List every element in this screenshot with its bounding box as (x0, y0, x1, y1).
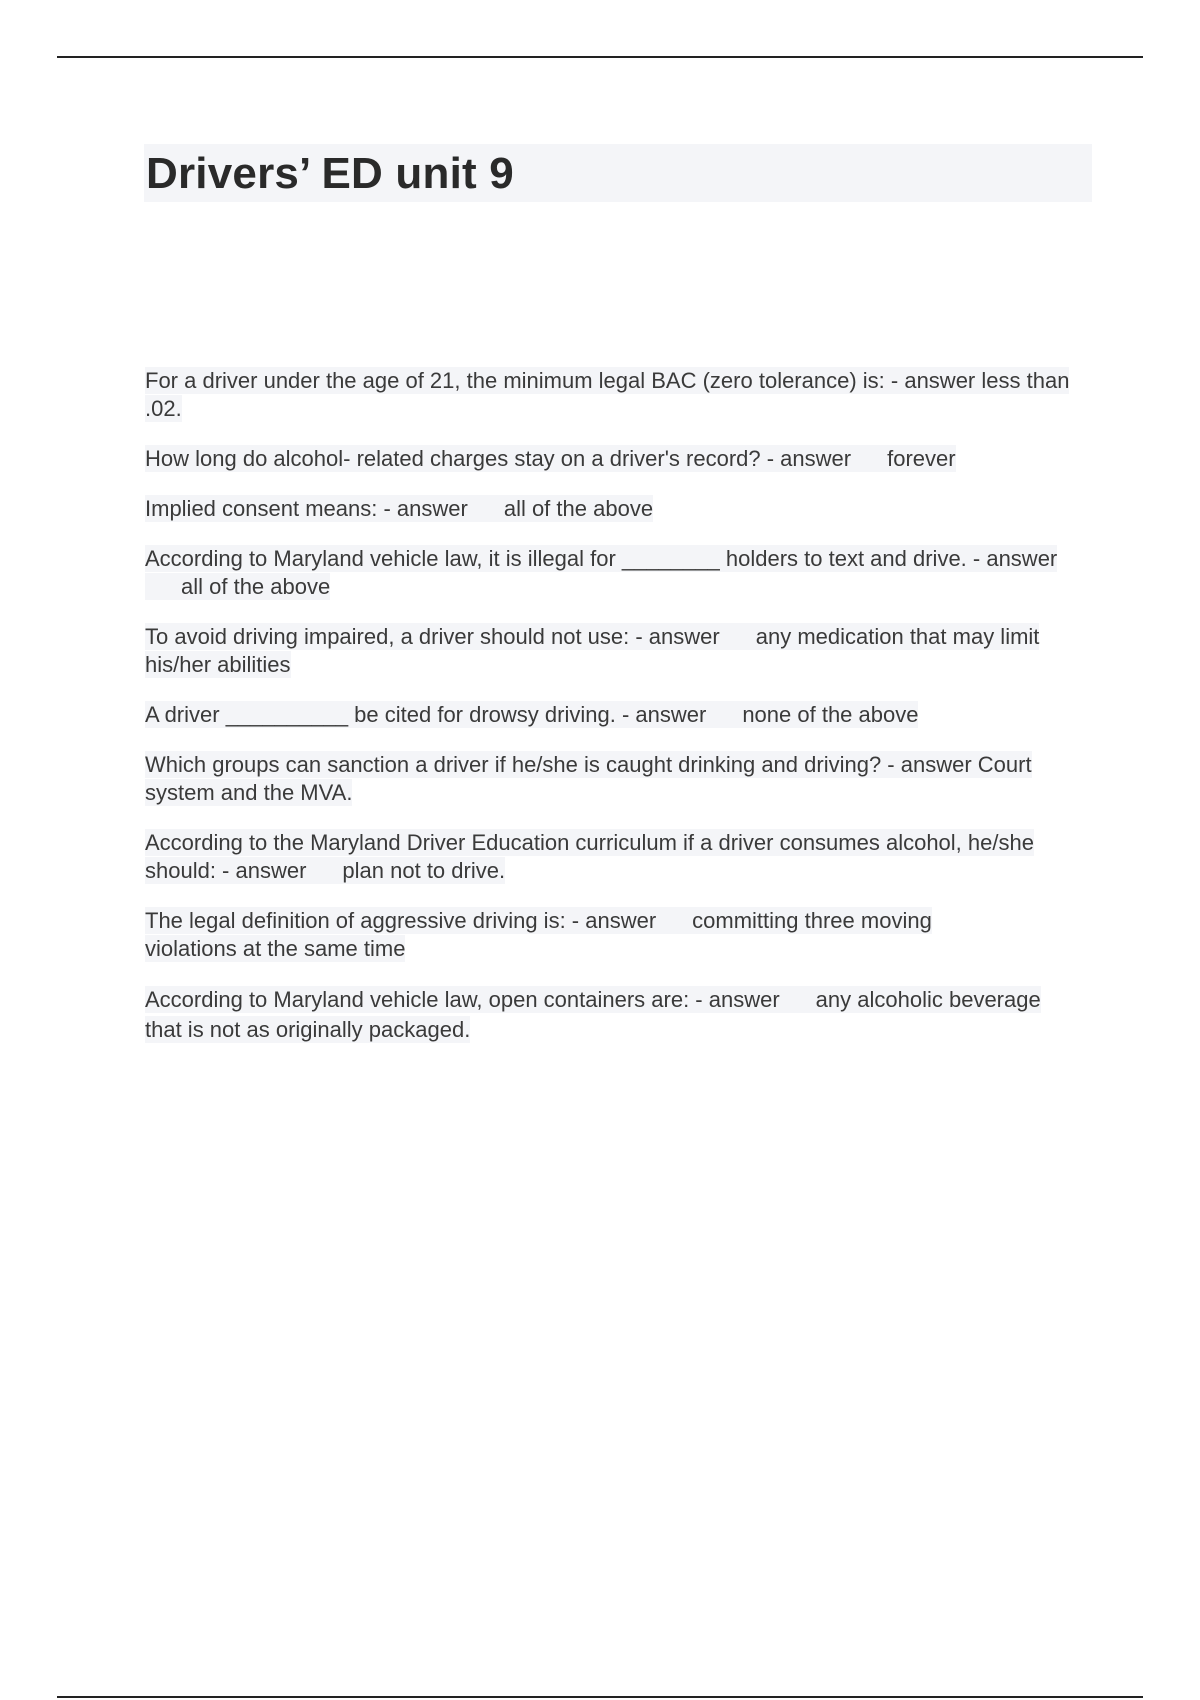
answer-text: Court system and the MVA. (145, 752, 1032, 805)
qa-item-1 (145, 367, 1075, 423)
answer-text: all of the above (181, 574, 331, 599)
answer-text: less than .02. (145, 368, 1070, 421)
qa-item-5 (145, 623, 1105, 679)
answer-text: all of the above (503, 496, 654, 521)
answer-text: forever (887, 446, 956, 471)
qa-item-6 (145, 701, 1095, 729)
question-text: According to the Maryland Driver Education curriculum if a driver consumes alcohol, he/she should: - answer (145, 830, 1034, 883)
question-text: For a driver under the age of 21, the minimum legal BAC (zero tolerance) is: - answer (145, 368, 976, 393)
question-text: Which groups can sanction a driver if he/she is caught drinking and driving? - answer (145, 752, 972, 777)
qa-item-7 (145, 751, 1075, 807)
qa-item-4 (145, 545, 1085, 601)
question-text: According to Maryland vehicle law, it is illegal for ________ holders to text and drive. - answer (145, 546, 1058, 571)
question-text: How long do alcohol- related charges stay on a driver's record? - answer (145, 446, 852, 471)
qa-item-9 (145, 907, 1025, 963)
answer-text: none of the above (742, 702, 919, 727)
qa-item-3 (145, 495, 1095, 523)
page-title: Drivers’ ED unit 9 (146, 149, 514, 198)
qa-list (145, 367, 1095, 1045)
answer-text: any medication that may limit his/her abilities (145, 624, 1040, 677)
answer-text: any alcoholic beverage that is not as originally packaged. (145, 987, 1041, 1042)
question-text: To avoid driving impaired, a driver should not use: - answer (145, 624, 720, 649)
question-text: The legal definition of aggressive driving is: - answer (145, 908, 657, 933)
qa-item-10 (145, 985, 1045, 1045)
bottom-rule (57, 1696, 1143, 1698)
question-text: According to Maryland vehicle law, open containers are: - answer (145, 987, 780, 1012)
top-rule (57, 56, 1143, 58)
question-text: Implied consent means: - answer (145, 496, 468, 521)
answer-text: plan not to drive. (342, 858, 506, 883)
question-text: A driver __________ be cited for drowsy driving. - answer (145, 702, 707, 727)
qa-item-2 (145, 445, 1095, 473)
answer-text: committing three moving violations at the same time (145, 908, 932, 961)
qa-item-8 (145, 829, 1075, 885)
